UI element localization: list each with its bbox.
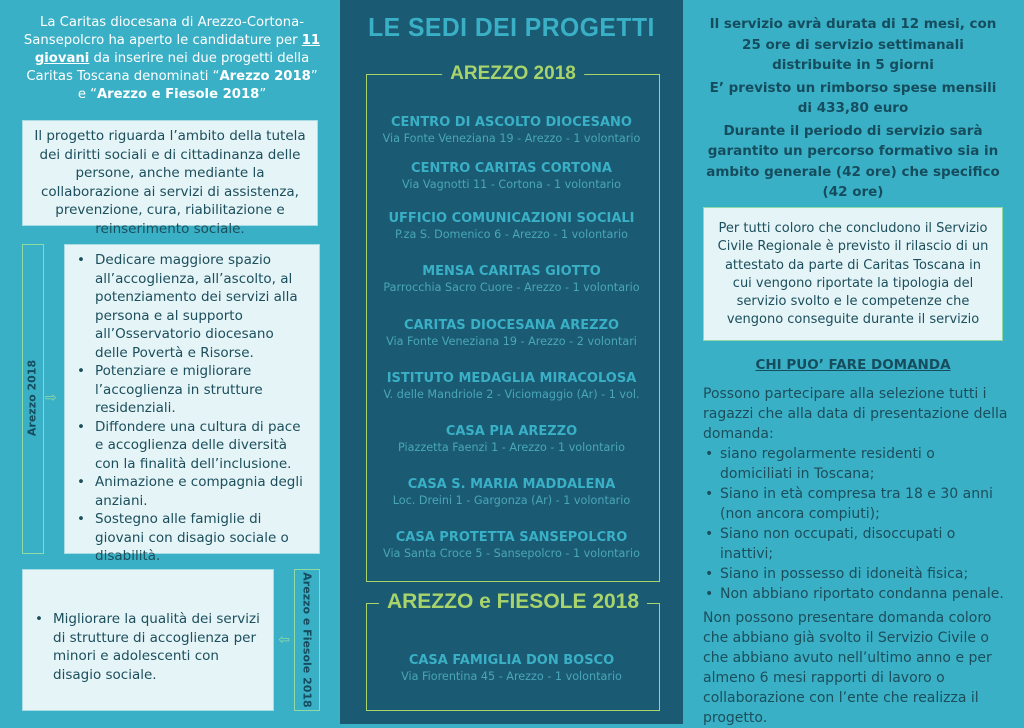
site-entry (340, 476, 683, 509)
group-title: AREZZO e FIESOLE 2018 (379, 590, 647, 614)
intro-highlight: 11 giovani (34, 33, 321, 66)
site-address: P.za S. Domenico 6 - Arezzo - 1 volontario (395, 228, 628, 241)
intro-part: ” (259, 87, 267, 102)
list-item: • Animazione e compagnia degli anziani. (87, 473, 309, 510)
site-address: Piazzetta Faenzi 1 - Arezzo - 1 volontario (398, 441, 625, 454)
objectives-list (73, 251, 309, 566)
project-description: Il progetto riguarda l’ambito della tutela dei diritti sociali e di cittadinanza delle persone, anche mediante la collaborazione ai servizi di assistenza, prevenzione, cura, riabilitazione e reinserimento sociale. (22, 120, 318, 226)
label-arezzo-fiesole-2018: Arezzo e Fiesole 2018 (300, 572, 314, 708)
list-item: • Dedicare maggiore spazio all’accoglienza, all’ascolto, al potenziamento dei servizi alla persona e al supporto all’Osservatorio diocesano delle Povertà e Risorse. (87, 251, 309, 362)
list-item: • Diffondere una cultura di pace e accoglienza delle diversità con la finalità dell’inclusione. (87, 418, 309, 474)
arrow-right-icon: ⇨ (45, 390, 57, 406)
list-item: • Migliorare la qualità dei servizi di strutture di accoglienza per minori e adolescenti con disagio sociale. (45, 610, 263, 684)
site-entry (340, 652, 683, 685)
label-arezzo-2018: Arezzo 2018 (25, 359, 39, 437)
list-item: • Potenziare e migliorare l’accoglienza in strutture residenziali. (87, 362, 309, 418)
intro-part: ” e “ (77, 69, 318, 102)
site-address: Parrocchia Sacro Cuore - Arezzo - 1 volontario (383, 281, 640, 294)
site-name: CENTRO DI ASCOLTO DIOCESANO (391, 115, 632, 130)
site-address: Via Fiorentina 45 - Arezzo - 1 volontario (401, 670, 622, 683)
list-item: • Non abbiano riportato condanna penale. (711, 584, 1009, 604)
site-name: CASA PIA AREZZO (445, 424, 578, 439)
site-name: CENTRO CARITAS CORTONA (411, 161, 612, 176)
service-training: Durante il periodo di servizio sarà garantito un percorso formativo sia in ambito generale (42 ore) che specifico (42 ore) (706, 122, 1000, 200)
site-name: CASA FAMIGLIA DON BOSCO (408, 653, 615, 668)
intro-project-name: Arezzo 2018 (219, 69, 311, 84)
certificate-note: Per tutti coloro che concludono il Servizio Civile Regionale è previsto il rilascio di un attestato da parte di Caritas Toscana in cui vengono riportate la tipologia del servizio svolto e le competenze che vengono conseguite durante il servizio (703, 207, 1003, 341)
objectives-list (31, 610, 263, 684)
site-entry (340, 529, 683, 562)
site-name: ISTITUTO MEDAGLIA MIRACOLOSA (386, 371, 637, 386)
intro-text (22, 14, 322, 104)
site-name: CARITAS DIOCESANA AREZZO (403, 318, 620, 333)
list-item: • siano regolarmente residenti o domiciliati in Toscana; (711, 444, 1009, 484)
requirements-list (703, 444, 1009, 604)
site-address: V. delle Mandriole 2 - Viciomaggio (Ar) - 1 vol. (383, 388, 640, 401)
site-address: Via Fonte Veneziana 19 - Arezzo - 2 volontari (386, 335, 637, 348)
intro-part: da inserire nei due progetti della Caritas Toscana denominati “ (26, 51, 310, 84)
left-panel (0, 0, 340, 724)
arrow-left-icon: ⇨ (278, 632, 290, 648)
exclusion-text: Non possono presentare domanda coloro che abbiano già svolto il Servizio Civile o che abbiano avuto nell’ultimo anno e per almeno 6 mesi rapporti di lavoro o collaborazione con l’ente che realizza il progetto. (703, 610, 992, 726)
list-item: • Siano non occupati, disoccupati o inattivi; (711, 524, 1009, 564)
group-title: AREZZO 2018 (442, 63, 584, 85)
service-info (703, 14, 1003, 205)
site-name: CASA S. MARIA MADDALENA (407, 477, 616, 492)
site-entry (340, 317, 683, 350)
list-item: • Siano in possesso di idoneità fisica; (711, 564, 1009, 584)
service-duration: Il servizio avrà durata di 12 mesi, con 25 ore di servizio settimanali distribuite in 5 giorni (709, 16, 997, 73)
site-entry (340, 263, 683, 296)
site-entry (340, 423, 683, 456)
site-entry (340, 370, 683, 403)
site-name: UFFICIO COMUNICAZIONI SOCIALI (388, 211, 635, 226)
site-entry (340, 210, 683, 243)
site-entry (340, 160, 683, 193)
objectives-fiesole (22, 569, 274, 711)
list-item: • Siano in età compresa tra 18 e 30 anni (non ancora compiuti); (711, 484, 1009, 524)
intro-part: La Caritas diocesana di Arezzo-Cortona-Sansepolcro ha aperto le candidature per (23, 15, 304, 48)
site-entry (340, 114, 683, 147)
right-panel (683, 0, 1024, 724)
list-item: • Sostegno alle famiglie di giovani con disagio sociale o disabilità. (87, 510, 309, 566)
objectives-arezzo (64, 244, 320, 564)
site-address: Via Vagnotti 11 - Cortona - 1 volontario (402, 178, 621, 191)
site-name: CASA PROTETTA SANSEPOLCRO (395, 530, 628, 545)
section-heading: CHI PUO’ FARE DOMANDA (755, 357, 951, 373)
service-reimbursement: E’ previsto un rimborso spese mensili di 433,80 euro (709, 79, 997, 116)
site-name: MENSA CARITAS GIOTTO (422, 264, 601, 279)
eligibility-intro: Possono partecipare alla selezione tutti i ragazzi che alla data di presentazione della domanda: (703, 386, 1008, 442)
middle-panel (340, 0, 683, 724)
eligibility-text (703, 384, 1009, 728)
site-address: Via Fonte Veneziana 19 - Arezzo - 1 volontario (382, 132, 641, 145)
page-title: LE SEDI DEI PROGETTI (368, 12, 655, 42)
site-address: Via Santa Croce 5 - Sansepolcro - 1 volontario (383, 547, 640, 560)
intro-project-name: Arezzo e Fiesole 2018 (96, 87, 260, 102)
site-address: Loc. Dreini 1 - Gargonza (Ar) - 1 volontario (392, 494, 631, 507)
